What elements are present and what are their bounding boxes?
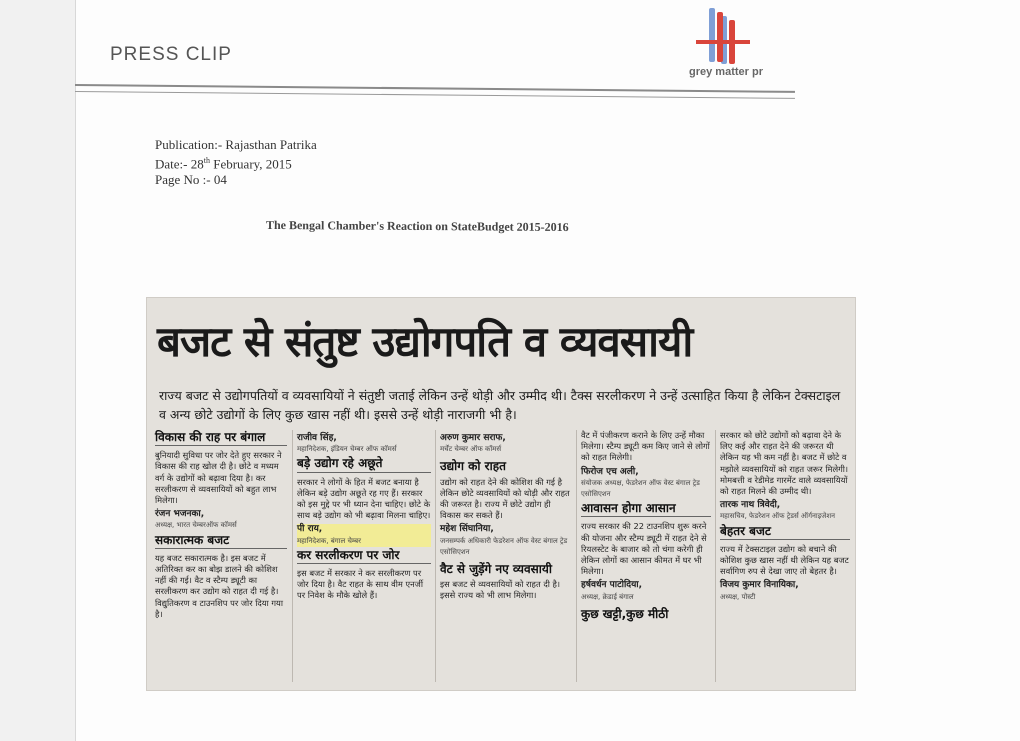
quote-author: राजीव सिंह,: [297, 433, 337, 443]
author-designation: जनसम्पर्क अधिकारी फेडरेशन ऑफ वेस्ट बंगाल ट्रेड एसोसिएशन: [440, 536, 568, 556]
clip-caption: The Bengal Chamber's Reaction on StateBudget 2015-2016: [265, 217, 569, 235]
subheading: कर सरलीकरण पर जोर: [297, 550, 431, 564]
date-rest: February, 2015: [209, 156, 292, 172]
column-5: [720, 430, 850, 606]
quote-author: फिरोज एच अली,: [581, 466, 639, 477]
column-text: सरकार को छोटे उद्योगों को बढ़ावा देने के लिए कई और राहत देने की जरूरत थी लेकिन यह भी कम नहीं है। बजट में छोटे व मझोले व्यवसायियों को राहत जरूर मिलेगी। मोमबत्ती व रेडीमेड गारमेंट वाले व्यवसायियों को राहत मिलने की उम्मीद थी।: [720, 430, 849, 497]
column-text: राज्य में टेक्सटाइल उद्योग को बचाने की कोशिश कुछ खास नहीं थी लेकिन यह बजट सर्वागिण रुप से देखा जाए तो बेहतर है।: [720, 543, 849, 577]
article-headline: बजट से संतुष्ट उद्योगपति व व्यवसायी: [157, 317, 693, 366]
column-3: [440, 430, 572, 604]
logo-mark-icon: [676, 6, 776, 66]
author-designation: अध्यक्ष, क्रेडाई बंगाल: [581, 592, 634, 601]
scanner-margin: [0, 0, 80, 741]
date-line: [155, 153, 317, 172]
quote-author: महेश सिंघानिया,: [440, 524, 494, 535]
quote-author: हर्षवर्धन पाटोदिया,: [581, 580, 643, 591]
grey-matter-logo: [676, 6, 776, 86]
column-text: वैट में पंजीकरण कराने के लिए उन्हें मौका मिलेगा। स्टैम्प ड्यूटी कम किए जाने से लोगों को राहत मिलेगी।: [581, 430, 710, 463]
quote-author: तारक नाथ त्रिवेदी,: [720, 500, 781, 511]
publication-line: Publication:- Rajasthan Patrika: [155, 137, 317, 152]
author-designation: अध्यक्ष, पोस्टी: [720, 592, 756, 601]
column-text: यह बजट सकारात्मक है। इस बजट में अतिरिक्त कर का बोझ डालने की कोशिश नहीं की गई। वैट व स्टैम्प ड्यूटी का सरलीकरण कर उद्योग को राहत दी गई है। विद्युतिकरण व टाउनशिप पर जोर दिया गया है।: [155, 552, 284, 619]
quote-author: अरुण कुमार सराफ,: [440, 433, 506, 443]
column-text: इस बजट से व्यवसायियों को राहत दी है। इससे राज्य को भी लाभ मिलेगा।: [440, 579, 561, 601]
article-lead: राज्य बजट से उद्योगपतियों व व्यवसायियों ने संतुष्टी जताई लेकिन उन्हें थोड़ी और उम्मीद थी। टैक्स सरलीकरण ने उन्हें उत्साहित किया है लेकिन टेक्सटाइल व अन्य छोटे उद्योगों के लिए कुछ खास नहीं थी। इससे उन्हें थोड़ी नाराजगी भी है।: [159, 388, 841, 422]
author-designation: संयोजक अध्यक्ष, फेडरेशन ऑफ वेस्ट बंगाल ट्रेड एसोसिएशन: [581, 478, 700, 499]
column-divider: [715, 430, 716, 682]
column-4: [581, 430, 711, 624]
author-designation: अध्यक्ष, भारत चेम्बरऑफ कॉमर्स: [155, 521, 237, 530]
column-divider: [576, 430, 577, 682]
author-designation: महानिदेशक, बंगाल चेम्बर: [297, 536, 431, 547]
column-divider: [435, 430, 436, 682]
subheading: वैट से जुड़ेंगे नए व्यवसायी: [440, 562, 552, 577]
column-divider: [292, 430, 293, 682]
publication-meta: [155, 137, 317, 188]
author-designation: महासचिव, फेडरेशन ऑफ ट्रेडर्स ऑर्गनाइजेशन: [720, 512, 836, 521]
press-clip-title: PRESS CLIP: [110, 44, 232, 65]
date-prefix: Date:- 28: [155, 156, 204, 172]
subheading: उद्योग को राहत: [440, 459, 506, 474]
column-text: इस बजट में सरकार ने कर सरलीकरण पर जोर दिया है। वैट राहत के साथ वीम एनर्जी पर निवेश के मौके खोले हैं।: [297, 568, 423, 601]
quote-author: विजय कुमार विनायिका,: [720, 580, 799, 591]
author-designation: महानिदेशक, इंडियन चेम्बर ऑफ कॉमर्स: [297, 445, 397, 454]
column-2: [297, 430, 431, 604]
page-number-line: Page No :- 04: [155, 172, 227, 188]
subheading: कुछ खट्टी,कुछ मीठी: [581, 606, 669, 621]
column-text: उद्योग को राहत देने की कोशिश की गई है लेकिन छोटे व्यवसायियों को थोड़ी और राहत की जरूरत है। राज्य में छोटे उद्योग ही विकास कर सकते हैं।: [440, 476, 570, 521]
quote-author: पी राय,: [297, 524, 431, 535]
logo-wordmark: grey matter pr: [689, 66, 763, 78]
author-designation: मर्चेंट चेम्बर ऑफ कॉमर्स: [440, 445, 502, 454]
subheading: सकारात्मक बजट: [155, 535, 287, 549]
subheading: बड़े उद्योग रहे अछूते: [297, 458, 431, 472]
subheading: विकास की राह पर बंगाल: [155, 432, 287, 446]
column-text: राज्य सरकार की 22 टाउनशिप शुरू करने की योजना और स्टैम्प ड्यूटी में राहत देने से रियलस्टेट के बाजार को तो चंगा करेगी ही लेकिन लोगों का आसान कीमत में घर भी मिलेगा।: [581, 521, 707, 577]
column-text: बुनियादी सुविधा पर जोर देते हुए सरकार ने विकास की राह खोल दी है। छोटे व मध्यम वर्ग के उद्योगों को बढ़ावा दिया है। कर सरलीकरण से व्यवसायियों को बहुत लाभ मिलेगा।: [155, 450, 282, 506]
column-1: [155, 430, 287, 622]
quote-author: रंजन भजनका,: [155, 509, 205, 520]
date-suffix: th: [203, 156, 210, 165]
subheading: बेहतर बजट: [720, 526, 850, 540]
newspaper-clipping: [147, 298, 855, 690]
column-text: सरकार ने लोगों के हित में बजट बनाया है लेकिन बड़े उद्योग अछूते रह गए हैं। सरकार को इस मुद्दे पर भी ध्यान देना चाहिए। छोटे के साथ बड़े उद्योग को भी बढ़ावा मिलना चाहिए।: [297, 476, 431, 521]
subheading: आवासन होगा आसान: [581, 503, 711, 517]
